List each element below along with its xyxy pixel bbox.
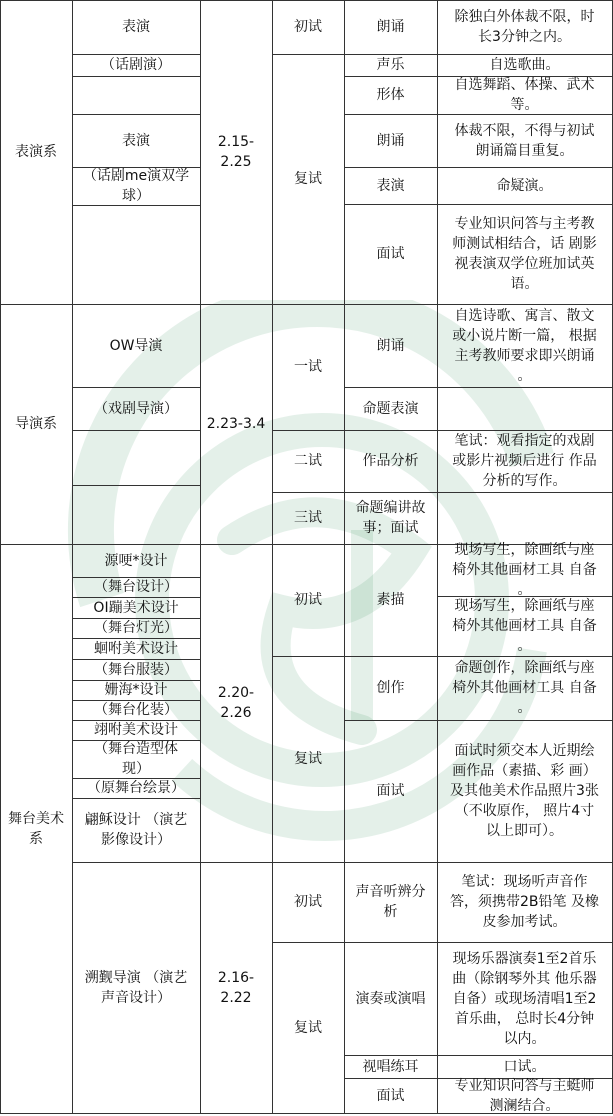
subject [344, 492, 437, 544]
round-text: 一试 [294, 359, 322, 375]
round [272, 656, 344, 862]
requirement [437, 387, 612, 430]
requirement [437, 492, 612, 544]
subject [344, 1055, 437, 1078]
subject [344, 720, 437, 862]
round [272, 862, 344, 942]
requirement [437, 656, 612, 720]
subject [344, 114, 437, 167]
major-text: 源哽*设计 [104, 552, 168, 569]
subject [344, 76, 437, 114]
major-text: 翊咐美术设计 [94, 722, 178, 738]
requirement [437, 304, 612, 387]
subject-text: 形体 [376, 87, 405, 103]
requirement [437, 430, 612, 492]
major [72, 618, 200, 638]
subject-text: 朗诵 [376, 132, 405, 149]
major-text: （舞台服装） [94, 661, 178, 678]
major [72, 740, 200, 778]
major-text: （原舞台绘景） [87, 780, 185, 796]
major-text: 蛔咐美术设计 [94, 640, 178, 657]
subject-text: 面试 [376, 1087, 405, 1104]
subject-text: 表演 [376, 177, 405, 194]
date-acting [200, 0, 272, 304]
major-text: 溯觐导演 （演艺 声音设计） [84, 969, 188, 1006]
round [272, 304, 344, 430]
department-stage-art-text: 舞台美术 系 [8, 810, 64, 847]
round-text: 初试 [294, 894, 322, 910]
round-text: 复试 [294, 751, 322, 767]
requirement-text: 专业知识问答与主考教 师测试相结合，话 剧影 视表演双学位班加试英 语。 [452, 216, 597, 292]
major [72, 577, 200, 597]
requirement [437, 720, 612, 862]
major-text: 姗海*设计 [104, 682, 168, 698]
subject [344, 204, 437, 304]
subject [344, 430, 437, 492]
major [72, 659, 200, 680]
requirement [437, 114, 612, 167]
department-directing [0, 304, 72, 544]
subject [344, 304, 437, 387]
subject [344, 656, 437, 720]
requirement-text: 现场写生，除画纸与座 椅外其他画材工具 自备 。 [452, 598, 597, 654]
requirement-text: 笔试：观看指定的戏剧 或影片视频后进行 作品 分析的写作。 [452, 433, 597, 489]
round [272, 544, 344, 656]
requirement [437, 76, 612, 114]
requirement-text: 命疑演。 [496, 177, 553, 194]
major [72, 862, 200, 1113]
requirement-text: 自选歌曲。 [489, 57, 560, 73]
major-text: （舞台造型体 现） [94, 741, 178, 777]
major [72, 167, 200, 205]
major-text: 表演 [122, 132, 150, 149]
requirement [437, 862, 612, 942]
requirement [437, 0, 612, 54]
round [272, 54, 344, 304]
date-stage-art-1-text: 2.20- 2.26 [217, 685, 255, 721]
requirement-text: 除独白外体裁不限，时 长3分钟之内。 [454, 9, 595, 45]
round [272, 942, 344, 1113]
date-stage-art-1 [200, 544, 272, 862]
subject [344, 387, 437, 430]
subject-text: 创作 [376, 680, 405, 696]
requirement [437, 167, 612, 204]
subject-text: 声乐 [376, 57, 405, 73]
round-text: 初试 [294, 19, 322, 35]
round-text: 二试 [294, 453, 322, 469]
subject [344, 0, 437, 54]
department-stage-art [0, 544, 72, 1113]
requirement-text: 命题创作，除画纸与座 椅外其他画材工具 自备 。 [452, 660, 597, 716]
requirement-text: 自选舞蹈、体操、武术 等。 [454, 77, 595, 113]
requirement-text: 体裁不限，不得与初试 朗诵篇目重复。 [454, 122, 595, 159]
major-text: （舞台设计） [94, 579, 178, 595]
major [72, 700, 200, 720]
requirement-text: 笔试：现场听声音作 答，须携带2B铅笔 及橡 皮参加考试。 [450, 874, 599, 930]
date-acting-text: 2.15- 2.25 [217, 134, 255, 170]
subject-text: 命题表演 [362, 400, 419, 417]
round-text: 三试 [294, 510, 322, 526]
round-text: 复试 [294, 171, 322, 187]
major [72, 114, 200, 167]
subject [344, 54, 437, 76]
round-text: 复试 [294, 1019, 322, 1036]
subject-text: 作品分析 [362, 453, 419, 469]
major-text: （话剧演） [101, 57, 171, 73]
requirement [437, 1078, 612, 1113]
requirement [437, 54, 612, 76]
date-stage-art-2-text: 2.16- 2.22 [217, 969, 255, 1006]
major [72, 304, 200, 387]
requirement-text: 自选诗歌、寓言、散文 或小说片断一篇， 根据 主考教师要求即兴朗诵 。 [452, 307, 597, 384]
subject-text: 朗诵 [376, 337, 405, 354]
date-directing [200, 304, 272, 544]
major-text: （舞台灯光） [94, 620, 178, 636]
major-text: （舞台化装） [94, 702, 178, 718]
major [72, 0, 200, 54]
subject-text: 面试 [376, 783, 405, 799]
round [272, 492, 344, 544]
requirement-text: 口试。 [503, 1058, 546, 1075]
subject [344, 544, 437, 656]
major-text: OW导演 [109, 337, 163, 354]
requirement-text: 现场写生，除画纸与座 椅外其他画材工具 自备 。 [452, 542, 597, 598]
requirement [437, 942, 612, 1055]
date-directing-text: 2.23-3.4 [206, 416, 266, 432]
requirement-text: 面试时须交本人近期绘 画作品（素描、彩 画） 及其他美术作品照片3张 （不收原作， 照片4寸 以上即可）。 [450, 743, 599, 839]
round [272, 430, 344, 492]
subject-text: 朗诵 [376, 19, 405, 35]
major [72, 387, 200, 430]
subject [344, 1078, 437, 1113]
requirement-text: 专业知识问答与主蜓师 测澜结合。 [454, 1077, 595, 1114]
date-stage-art-2 [200, 862, 272, 1113]
department-directing-text: 导演系 [15, 416, 57, 432]
major [72, 638, 200, 659]
department-acting [0, 0, 72, 304]
subject-text: 演奏或演唱 [355, 990, 426, 1007]
subject-text: 素描 [376, 592, 405, 608]
round [272, 0, 344, 54]
requirement [437, 596, 612, 656]
requirement [437, 204, 612, 304]
subject [344, 167, 437, 204]
requirement-text: 现场乐器演奏1至2首乐 曲（除钢琴外其 他乐器 自备）或现场清唱1至2 首乐曲， 总时长4分钟 以内。 [452, 950, 597, 1047]
subject-text: 命题编讲故 事；面试 [355, 500, 426, 536]
major [72, 798, 200, 862]
department-acting-text: 表演系 [15, 144, 57, 160]
requirement [437, 544, 612, 596]
subject-text: 视唱练耳 [362, 1058, 419, 1075]
major [72, 597, 200, 618]
major-text: 翩稣设计 （演艺 影像设计） [84, 812, 188, 848]
major [72, 680, 200, 700]
subject [344, 942, 437, 1055]
subject-text: 声音听辨分 析 [355, 884, 426, 920]
round-text: 初试 [294, 592, 322, 608]
major [72, 544, 200, 577]
major-text: 表演 [122, 19, 150, 35]
major-text: （戏剧导演） [94, 400, 178, 417]
major [72, 778, 200, 798]
subject [344, 862, 437, 942]
subject-text: 面试 [376, 246, 405, 262]
major [72, 54, 200, 76]
major-text: （话剧me演双学 球） [82, 168, 190, 204]
major-text: OI蹦美术设计 [93, 599, 179, 616]
major [72, 720, 200, 740]
